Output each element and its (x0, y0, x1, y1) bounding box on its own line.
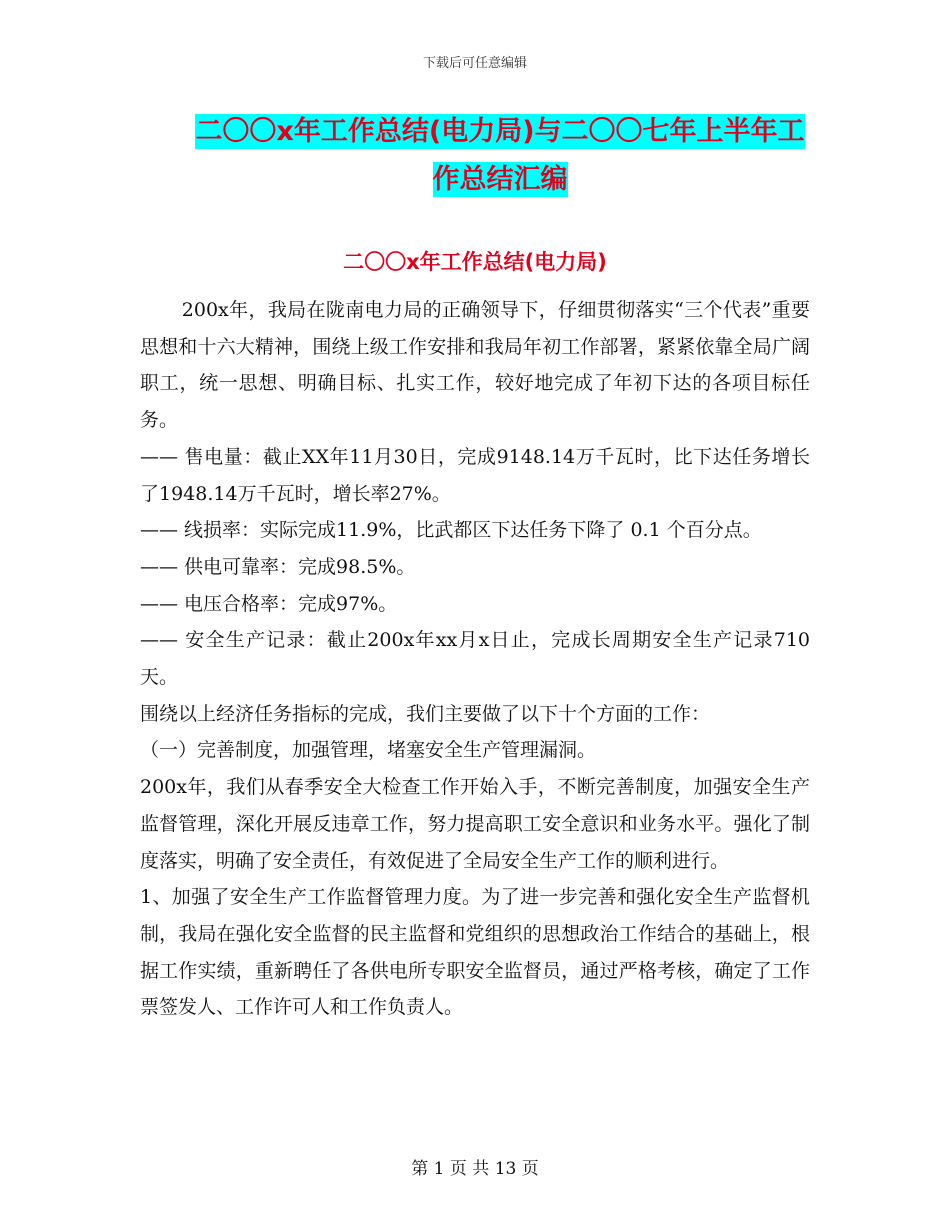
paragraph-summary: 围绕以上经济任务指标的完成，我们主要做了以下十个方面的工作： (140, 702, 711, 725)
document-title (140, 108, 860, 204)
section-title: 二〇〇x年工作总结(电力局) (343, 250, 607, 274)
paragraph-sales: —— 售电量：截止XX年11月30日，完成9148.14万千瓦时，比下达任务增长了1948.14万千瓦时，增长率27%。 (140, 445, 810, 505)
paragraph-item-1: 1、加强了安全生产工作监督管理力度。为了进一步完善和强化安全生产监督机制，我局在强化安全监督的民主监督和党组织的思想政治工作结合的基础上，根据工作实绩，重新聘任了各供电所专职安全监督员，通过严格考核，确定了工作票签发人、工作许可人和工作负责人。 (140, 886, 810, 1019)
paragraph-voltage: —— 电压合格率：完成97%。 (140, 592, 398, 615)
paragraph-section-1: 200x年，我们从春季安全大检查工作开始入手，不断完善制度，加强安全生产监督管理，深化开展反违章工作，努力提高职工安全意识和业务水平。强化了制度落实，明确了安全责任，有效促进了全局安全生产工作的顺利进行。 (140, 776, 810, 872)
paragraph-safety-record: —— 安全生产记录：截止200x年xx月x日止，完成长周期安全生产记录710天。 (140, 629, 810, 689)
paragraph-heading-1: （一）完善制度，加强管理，堵塞安全生产管理漏洞。 (140, 739, 597, 762)
paragraph-intro: 200x年，我局在陇南电力局的正确领导下，仔细贯彻落实“三个代表”重要思想和十六大精神，围绕上级工作安排和我局年初工作部署，紧紧依靠全局广阔职工，统一思想、明确目标、扎实工作，较好地完成了年初下达的各项目标任务。 (140, 299, 810, 432)
document-title-line1: 二〇〇x年工作总结(电力局)与二〇〇七年上半年工 (195, 116, 805, 147)
page-header-note: 下载后可任意编辑 (422, 56, 527, 71)
page-footer: 第 1 页 共 13 页 (411, 1159, 539, 1179)
document-title-line2: 作总结汇编 (432, 164, 568, 195)
paragraph-line-loss: —— 线损率：实际完成11.9%，比武都区下达任务下降了 0.1 个百分点。 (140, 519, 762, 542)
document-body (140, 292, 810, 1026)
paragraph-reliability: —— 供电可靠率：完成98.5%。 (140, 555, 416, 578)
